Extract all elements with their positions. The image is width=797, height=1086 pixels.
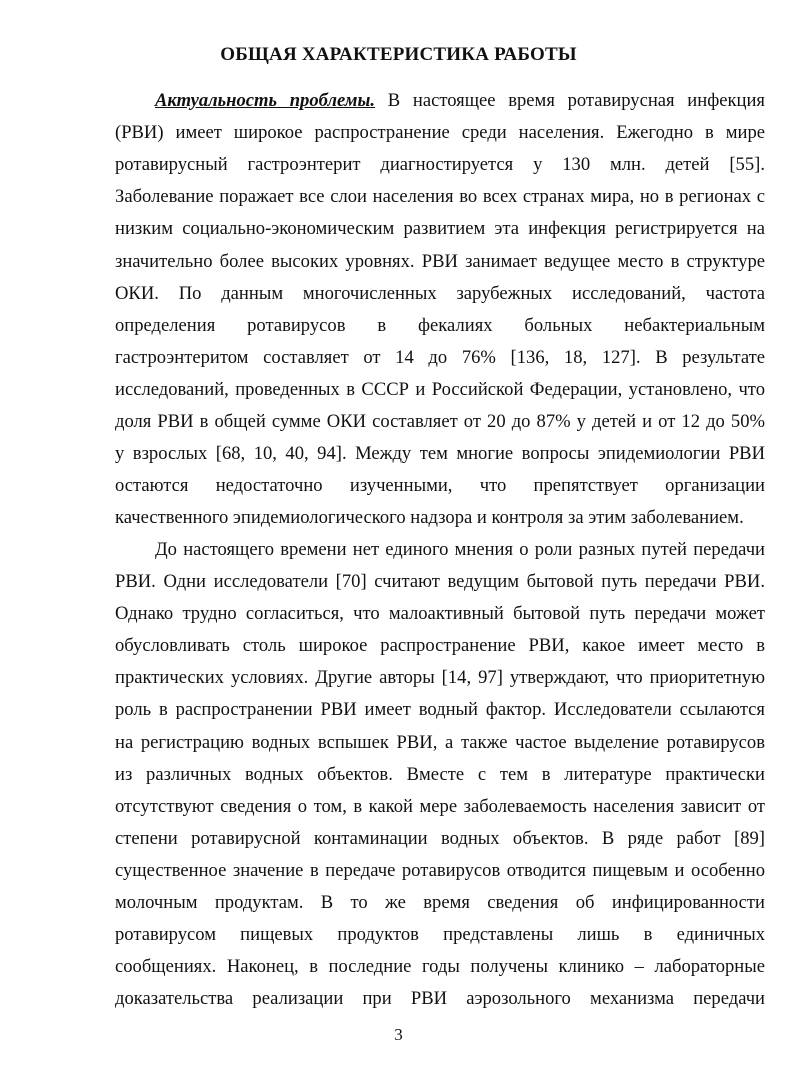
paragraph-1-line-1 xyxy=(155,89,765,113)
text-line: практических условиях. Другие авторы [14, 97] утверждают, что приоритетную xyxy=(115,667,765,688)
text-line: исследований, проведенных в СССР и Российской Федерации, установлено, что xyxy=(115,379,765,400)
lead-heading: Актуальность проблемы. xyxy=(155,90,376,111)
text-line: степени ротавирусной контаминации водных объектов. В ряде работ [89] xyxy=(115,828,765,849)
page-number: 3 xyxy=(394,1025,403,1044)
text-line: ОКИ. По данным многочисленных зарубежных исследований, частота xyxy=(115,283,765,304)
text-line: РВИ. Одни исследователи [70] считают ведущим бытовой путь передачи РВИ. xyxy=(115,571,765,592)
text-line: у взрослых [68, 10, 40, 94]. Между тем многие вопросы эпидемиологии РВИ xyxy=(115,443,765,464)
text-line: доказательства реализации при РВИ аэрозольного механизма передачи xyxy=(115,988,765,1009)
text-line: из различных водных объектов. Вместе с тем в литературе практически xyxy=(115,764,765,785)
text-line: Заболевание поражает все слои населения во всех странах мира, но в регионах с xyxy=(115,186,765,207)
text-line: на регистрацию водных вспышек РВИ, а также частое выделение ротавирусов xyxy=(115,732,765,753)
text-line: остаются недостаточно изученными, что препятствует организации xyxy=(115,475,765,496)
text-line: качественного эпидемиологического надзора и контроля за этим заболеванием. xyxy=(115,507,744,528)
text-line: низким социально-экономическим развитием эта инфекция регистрируется на xyxy=(115,218,765,239)
text-line: доля РВИ в общей сумме ОКИ составляет от 20 до 87% у детей и от 12 до 50% xyxy=(115,411,765,432)
text-line: обусловливать столь широкое распространение РВИ, какое имеет место в xyxy=(115,635,765,656)
text-line: определения ротавирусов в фекалиях больных небактериальным xyxy=(115,315,765,336)
section-title: ОБЩАЯ ХАРАКТЕРИСТИКА РАБОТЫ xyxy=(220,44,577,65)
text-line: Однако трудно согласиться, что малоактивный бытовой путь передачи может xyxy=(115,603,765,624)
text-line: ротавирусный гастроэнтерит диагностируется у 130 млн. детей [55]. xyxy=(115,154,765,175)
first-line-text: В настоящее время ротавирусная инфекция xyxy=(375,90,765,111)
text-line: сообщениях. Наконец, в последние годы получены клинико – лабораторные xyxy=(115,956,765,977)
text-line: отсутствуют сведения о том, в какой мере заболеваемость населения зависит от xyxy=(115,796,765,817)
text-line: (РВИ) имеет широкое распространение среди населения. Ежегодно в мире xyxy=(115,122,765,143)
text-line: ротавирусом пищевых продуктов представлены лишь в единичных xyxy=(115,924,765,945)
text-line: существенное значение в передаче ротавирусов отводится пищевым и особенно xyxy=(115,860,765,881)
paragraph-2-line-1: До настоящего времени нет единого мнения о роли разных путей передачи xyxy=(155,539,765,560)
text-line: роль в распространении РВИ имеет водный фактор. Исследователи ссылаются xyxy=(115,699,765,720)
text-line: гастроэнтеритом составляет от 14 до 76% [136, 18, 127]. В результате xyxy=(115,347,765,368)
text-line: молочным продуктам. В то же время сведения об инфицированности xyxy=(115,892,765,913)
text-line: значительно более высоких уровнях. РВИ занимает ведущее место в структуре xyxy=(115,251,765,272)
